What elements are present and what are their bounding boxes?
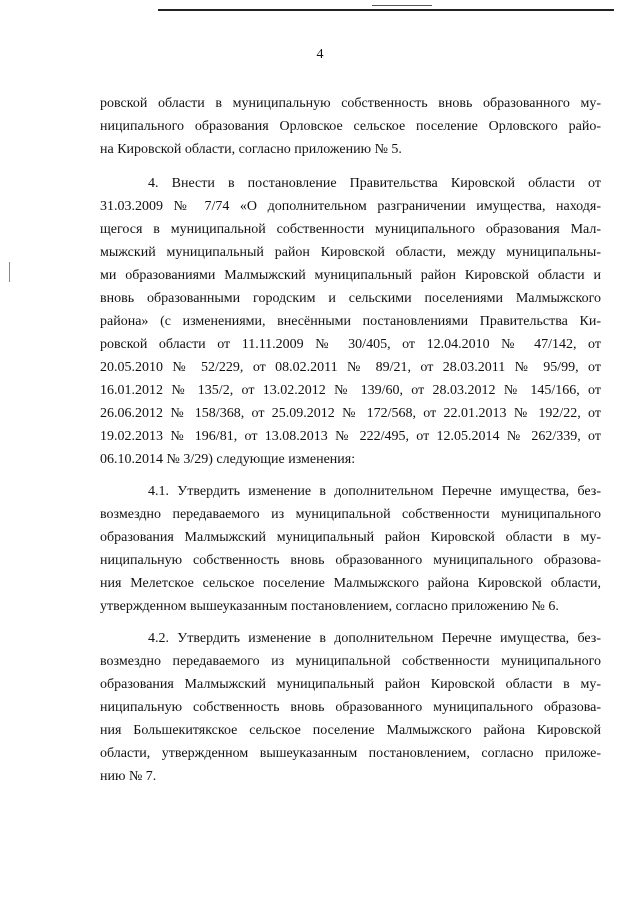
text-line: нию № 7. [100,769,157,784]
text-line: 06.10.2014 № 3/29) следующие изменения: [100,452,356,467]
text-line: на Кировской области, согласно приложению № 5. [100,142,402,157]
text-line: образования Малмыжский муниципальный район Кировской области в му- [100,530,601,545]
text-line: ниципальную собственность вновь образованного муниципального образова- [100,553,601,568]
page-number: 4 [316,47,324,62]
text-line: возмездно передаваемого из муниципальной собственности муниципального [100,507,601,522]
text-line: 19.02.2013 № 196/81, от 13.08.2013 № 222/495, от 12.05.2014 № 262/339, от [100,429,601,444]
text-line: 4.2. Утвердить изменение в дополнительном Перечне имущества, без- [148,631,601,646]
text-line: щегося в муниципальной собственности муниципального образования Мал- [100,222,601,237]
text-line: ми образованиями Малмыжский муниципальный район Кировской области и [100,268,601,283]
text-line: 4. Внести в постановление Правительства Кировской области от [148,176,601,191]
text-line: района» (с изменениями, внесёнными постановлениями Правительства Ки- [100,314,601,329]
text-line: ровской области от 11.11.2009 № 30/405, от 12.04.2010 № 47/142, от [100,337,601,352]
header-rule [158,9,614,11]
text-line: возмездно передаваемого из муниципальной собственности муниципального [100,654,601,669]
text-line: 16.01.2012 № 135/2, от 13.02.2012 № 139/60, от 28.03.2012 № 145/166, от [100,383,601,398]
text-line: ровской области в муниципальную собственность вновь образованного му- [100,96,601,111]
text-line: образования Малмыжский муниципальный район Кировской области в му- [100,677,601,692]
margin-mark [9,262,10,282]
text-line: ния Мелетское сельское поселение Малмыжского района Кировской области, [100,576,601,591]
paragraph-item-4 [100,172,601,471]
text-line: области, утвержденном вышеуказанным постановлением, согласно приложе- [100,746,601,761]
text-line: ниципальную собственность вновь образованного муниципального образова- [100,700,601,715]
text-line: 20.05.2010 № 52/229, от 08.02.2011 № 89/21, от 28.03.2011 № 95/99, от [100,360,601,375]
text-line: мыжский муниципальный район Кировской области, между муниципальны- [100,245,601,260]
text-line: 4.1. Утвердить изменение в дополнительном Перечне имущества, без- [148,484,601,499]
text-line: ниципального образования Орловское сельское поселение Орловского райо- [100,119,601,134]
text-line: вновь образованными городским и сельскими поселениями Малмыжского [100,291,601,306]
text-line: 26.06.2012 № 158/368, от 25.09.2012 № 172/568, от 22.01.2013 № 192/22, от [100,406,601,421]
text-line: утвержденном вышеуказанным постановлением, согласно приложению № 6. [100,599,559,614]
paragraph-item-4-1 [100,480,601,618]
document-body [100,92,601,788]
header-rule-short [372,5,432,6]
text-line: ния Большекитякское сельское поселение Малмыжского района Кировской [100,723,601,738]
paragraph-continuation [100,92,601,161]
text-line: 31.03.2009 № 7/74 «О дополнительном разграничении имущества, находя- [100,199,601,214]
paragraph-item-4-2 [100,627,601,788]
